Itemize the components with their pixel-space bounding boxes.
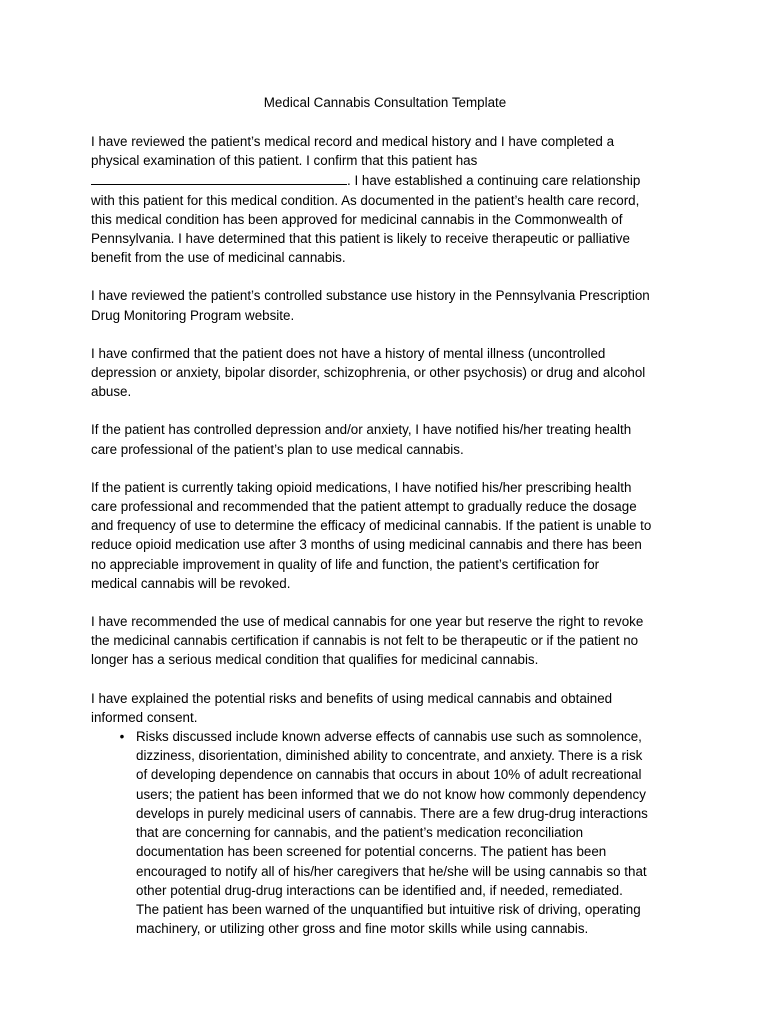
text-line: other potential drug-drug interactions can be identified and, if needed, remediated. [136,882,623,898]
text-line: this medical condition has been approved for medicinal cannabis in the Commonwealth of [91,211,623,227]
text-line: longer has a serious medical condition that qualifies for medicinal cannabis. [91,652,539,668]
text-line: machinery, or utilizing other gross and fine motor skills while using cannabis. [136,921,589,937]
risks-bullet-list [91,727,691,938]
text-line: Pennsylvania. I have determined that this patient is likely to receive therapeutic or palliative [91,231,630,247]
text-line: physical examination of this patient. I confirm that this patient has [91,153,478,169]
text-line: I have reviewed the patient’s controlled substance use history in the Pennsylvania Prescription [91,288,650,304]
text-line: Risks discussed include known adverse effects of cannabis use such as somnolence, [136,729,642,745]
text-line: I have explained the potential risks and benefits of using medical cannabis and obtained [91,690,613,706]
text-line: Drug Monitoring Program website. [91,307,295,323]
text-line: If the patient has controlled depression and/or anxiety, I have notified his/her treating health [91,422,632,438]
text-line: no appreciable improvement in quality of life and function, the patient’s certification for [91,556,600,572]
paragraph-pdmp [91,286,691,324]
text-line: the medicinal cannabis certification if cannabis is not felt to be therapeutic or if the patient no [91,633,639,649]
paragraph-depression [91,420,691,458]
text-line: care professional and recommended that the patient attempt to gradually reduce the dosage [91,499,637,515]
text-line: reduce opioid medication use after 3 months of using medicinal cannabis and there has been [91,537,642,553]
text-fragment: . I have established a continuing care relationship [347,173,641,189]
list-item [91,727,691,938]
paragraph-examination [91,132,691,267]
text-line [91,170,691,190]
text-line: encouraged to notify all of his/her caregivers that he/she will be using cannabis so that [136,863,647,879]
text-line: dizziness, disorientation, diminished ability to concentrate, and anxiety. There is a risk [136,748,643,764]
text-line: that are concerning for cannabis, and the patient’s medication reconciliation [136,825,584,841]
paragraph-opioid [91,478,691,593]
text-line: users; the patient has been informed that we do not know how commonly dependency [136,786,646,802]
text-line: benefit from the use of medicinal cannabis. [91,250,346,266]
text-line: depression or anxiety, bipolar disorder, schizophrenia, or other psychosis) or drug and alcohol [91,365,646,381]
text-line: medical cannabis will be revoked. [91,575,291,591]
text-line: and frequency of use to determine the efficacy of medicinal cannabis. If the patient is unable to [91,518,652,534]
text-line: If the patient is currently taking opioid medications, I have notified his/her prescribing health [91,479,632,495]
paragraph-mental-illness [91,344,691,402]
paragraph-risks-benefits [91,689,691,727]
text-line: abuse. [91,384,132,400]
text-line: with this patient for this medical condition. As documented in the patient’s health care record, [91,192,640,208]
text-line: documentation has been screened for potential concerns. The patient has been [136,844,607,860]
document-title: Medical Cannabis Consultation Template [263,95,507,110]
text-line: I have confirmed that the patient does not have a history of mental illness (uncontrolled [91,345,606,361]
text-line: I have recommended the use of medical cannabis for one year but reserve the right to revoke [91,614,644,630]
text-line: The patient has been warned of the unquantified but intuitive risk of driving, operating [136,901,641,917]
text-line: informed consent. [91,709,198,725]
document-body [91,132,691,938]
text-line: care professional of the patient’s plan to use medical cannabis. [91,441,464,457]
text-line: I have reviewed the patient’s medical record and medical history and I have completed a [91,134,615,149]
bullet-icon: • [119,729,125,745]
condition-blank-line[interactable] [91,170,347,185]
paragraph-recommendation [91,612,691,670]
text-line: develops in purely medicinal users of cannabis. There are a few drug-drug interactions [136,805,648,821]
text-line: of developing dependence on cannabis that occurs in about 10% of adult recreational [136,767,642,783]
